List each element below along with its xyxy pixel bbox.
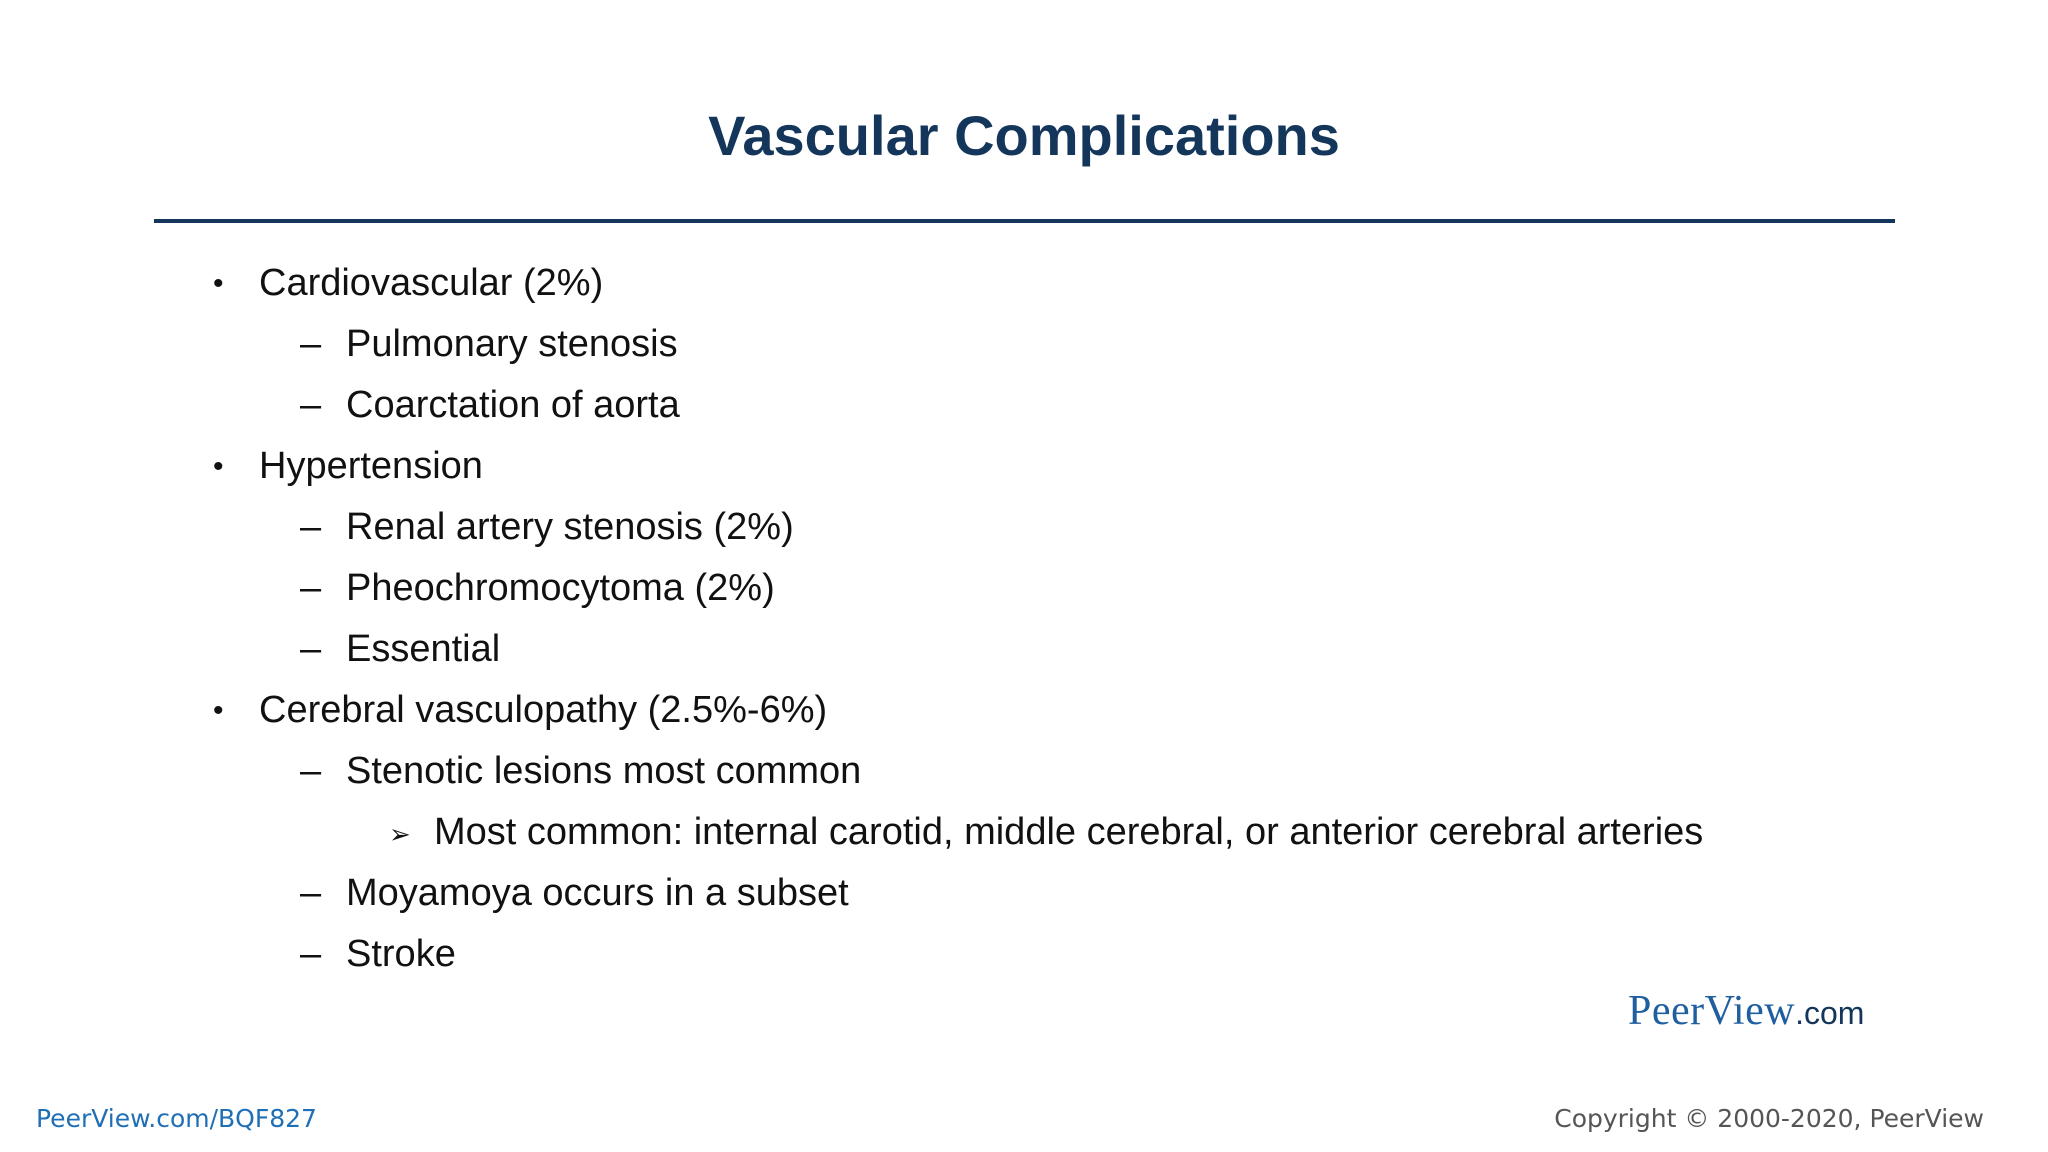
bullet-text: Pheochromocytoma (2%) xyxy=(346,567,775,609)
dash-marker-icon: – xyxy=(300,384,322,426)
arrow-marker-icon: ➢ xyxy=(389,819,411,849)
dash-marker-icon: – xyxy=(300,506,322,548)
dash-marker-icon: – xyxy=(300,872,322,914)
bullet-item-level-1 xyxy=(0,680,2048,741)
bullet-dot-icon: • xyxy=(213,267,224,300)
dash-marker-icon: – xyxy=(300,323,322,365)
copyright-text: Copyright © 2000-2020, PeerView xyxy=(1554,1104,1984,1133)
bullet-text: Essential xyxy=(346,628,501,670)
bullet-item-level-2 xyxy=(0,619,2048,680)
bullet-text: Cerebral vasculopathy (2.5%-6%) xyxy=(259,689,828,731)
bullet-item-level-2 xyxy=(0,314,2048,375)
bullet-dot-icon: • xyxy=(213,694,224,727)
bullet-text: Stroke xyxy=(346,933,456,975)
bullet-list xyxy=(0,253,2048,985)
peerview-logo xyxy=(1628,990,1864,1032)
bullet-item-level-1 xyxy=(0,436,2048,497)
bullet-dot-icon: • xyxy=(213,450,224,483)
bullet-text: Most common: internal carotid, middle cerebral, or anterior cerebral arteries xyxy=(434,811,1704,853)
bullet-text: Hypertension xyxy=(259,445,483,487)
dash-marker-icon: – xyxy=(300,567,322,609)
footer-link[interactable]: PeerView.com/BQF827 xyxy=(36,1104,317,1133)
bullet-item-level-2 xyxy=(0,924,2048,985)
dash-marker-icon: – xyxy=(300,933,322,975)
bullet-text: Renal artery stenosis (2%) xyxy=(346,506,794,548)
bullet-item-level-2 xyxy=(0,863,2048,924)
bullet-item-level-2 xyxy=(0,497,2048,558)
slide-title: Vascular Complications xyxy=(708,104,1340,167)
dash-marker-icon: – xyxy=(300,750,322,792)
bullet-text: Pulmonary stenosis xyxy=(346,323,678,365)
logo-wordmark: PeerView xyxy=(1628,988,1796,1034)
bullet-text: Coarctation of aorta xyxy=(346,384,680,426)
bullet-item-level-2 xyxy=(0,558,2048,619)
bullet-item-level-1 xyxy=(0,253,2048,314)
dash-marker-icon: – xyxy=(300,628,322,670)
title-divider xyxy=(154,219,1895,223)
logo-suffix: .com xyxy=(1795,995,1865,1031)
bullet-item-level-2 xyxy=(0,375,2048,436)
bullet-text: Cardiovascular (2%) xyxy=(259,262,604,304)
bullet-text: Moyamoya occurs in a subset xyxy=(346,872,849,914)
bullet-item-level-2 xyxy=(0,741,2048,802)
bullet-item-level-3 xyxy=(0,802,2048,863)
bullet-text: Stenotic lesions most common xyxy=(346,750,862,792)
